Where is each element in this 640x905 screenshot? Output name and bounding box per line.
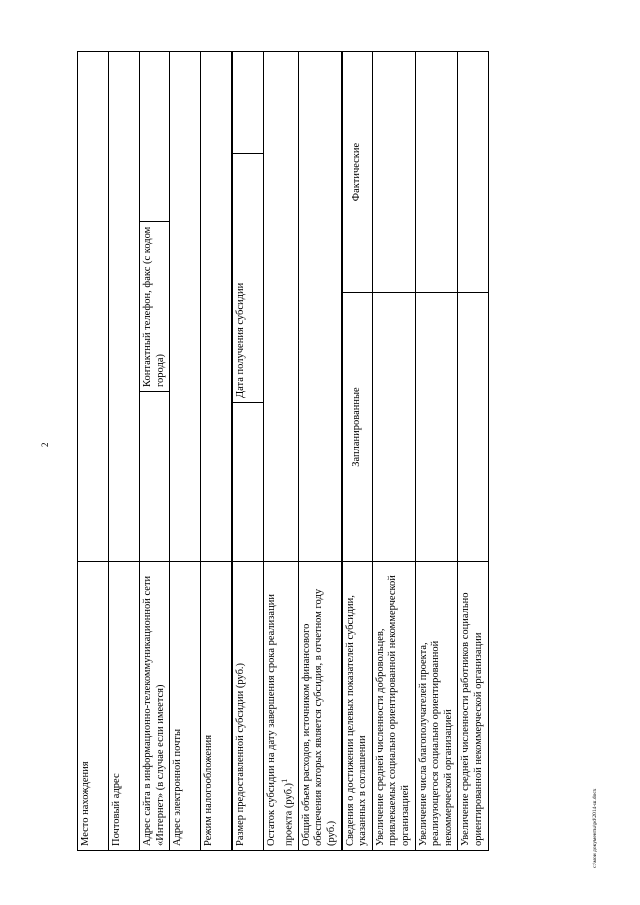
subsidy-size-value [233, 403, 264, 562]
page-number: 2 [40, 442, 50, 447]
info-table [77, 51, 232, 851]
website-label: Адрес сайта в информационно-телекоммуникационной сети «Интернет» (в случае если имеется) [140, 562, 170, 851]
employees-label: Увеличение средней численности работников социально ориентированной некоммерческой организации [458, 562, 488, 851]
total-expenses-value [298, 52, 341, 562]
email-value [170, 52, 201, 562]
volunteers-actual [372, 52, 415, 293]
beneficiaries-label: Увеличение числа благополучателей проекта, реализующегося социально ориентированной некоммерческой организацией [415, 562, 458, 851]
targets-label: Сведения о достижении целевых показателей субсидии, указанных в соглашении [342, 562, 372, 851]
targets-table [342, 51, 489, 851]
postal-label: Почтовый адрес [109, 562, 140, 851]
subsidy-date-label: Дата получения субсидии [233, 154, 264, 403]
email-label: Адрес электронной почты [170, 562, 201, 851]
location-value [78, 52, 109, 562]
footer-path: c:\мои документы\pd\2014-ш.docx [592, 788, 598, 868]
volunteers-label: Увеличение средней численности добровольцев, привлекаемых социально ориентированной некоммерческой организацией [372, 562, 415, 851]
beneficiaries-actual [415, 52, 458, 293]
phone-label: Контактный телефон, факс (с кодом города) [140, 222, 170, 392]
phone-value [140, 52, 170, 222]
subsidy-size-label: Размер предоставленной субсидии (руб.) [233, 562, 264, 851]
subsidy-date-value [233, 52, 264, 154]
beneficiaries-planned [415, 293, 458, 562]
employees-planned [458, 293, 488, 562]
tax-value [201, 52, 232, 562]
volunteers-planned [372, 293, 415, 562]
location-label: Место нахождения [78, 562, 109, 851]
postal-value [109, 52, 140, 562]
actual-header: Фактические [342, 52, 372, 293]
tax-label: Режим налогообложения [201, 562, 232, 851]
planned-header: Запланированные [342, 293, 372, 562]
remainder-label: Остаток субсидии на дату завершения срока реализации проекта $(руб.)^1$ [264, 562, 299, 851]
employees-actual [458, 52, 488, 293]
subsidy-table [232, 51, 341, 851]
remainder-value [264, 52, 299, 562]
report-form [77, 51, 577, 851]
website-value [140, 392, 170, 562]
total-expenses-label: Общий объем расходов, источником финансового обеспечения которых является субсидия, в отчетном году (руб.) [298, 562, 341, 851]
